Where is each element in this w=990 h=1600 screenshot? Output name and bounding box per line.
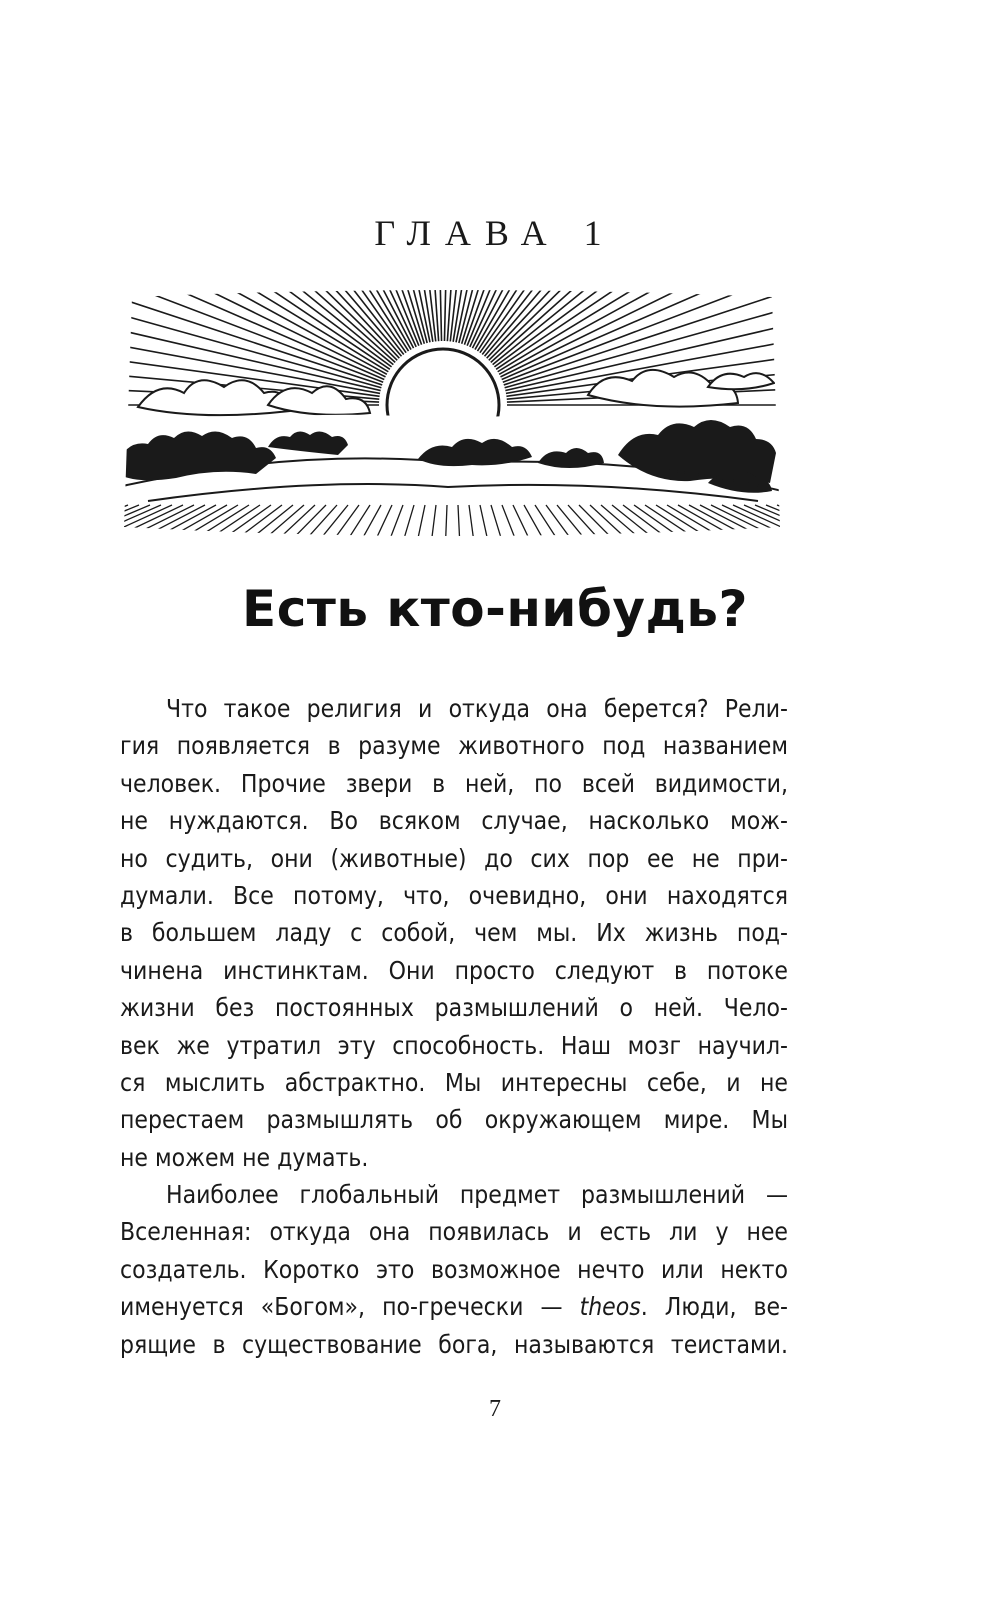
text-line: человек. Прочие звери в ней, по всей видимости,	[120, 768, 788, 798]
text-line: перестаем размышлять об окружающем мире. Мы	[120, 1105, 788, 1135]
paragraph-2	[120, 1176, 788, 1363]
text-line: в большем ладу с собой, чем мы. Их жизнь под-	[120, 918, 788, 948]
chapter-label: ГЛАВА 1	[374, 213, 616, 253]
text-line-with-italic	[120, 1288, 788, 1325]
text-line: жизни без постоянных размышлений о ней. Чело-	[120, 993, 788, 1023]
text-fragment: . Люди, ве-	[640, 1292, 789, 1322]
text-line: не можем не думать.	[120, 1142, 369, 1172]
text-fragment: именуется «Богом», по-гречески —	[120, 1292, 580, 1322]
text-line: век же утратил эту способность. Наш мозг научил-	[120, 1030, 788, 1060]
sunrise-landscape-icon	[118, 287, 786, 537]
text-line: но судить, они (животные) до сих пор ее не при-	[120, 843, 788, 873]
sun-ray	[118, 287, 383, 382]
text-line: рящие в существование бога, называются теистами.	[120, 1329, 788, 1359]
text-line: ся мыслить абстрактно. Мы интересны себе, и не	[120, 1067, 788, 1097]
text-line: не нуждаются. Во всяком случае, насколько мож-	[120, 806, 788, 836]
text-line: Наиболее глобальный предмет размышлений —	[166, 1180, 788, 1210]
paragraph-1	[120, 690, 788, 1176]
text-line: гия появляется в разуме животного под названием	[120, 731, 788, 761]
chapter-title: Есть кто-нибудь?	[242, 580, 748, 638]
page-number: 7	[489, 1396, 501, 1422]
text-line: думали. Все потому, что, очевидно, они находятся	[120, 880, 788, 910]
text-line: создатель. Коротко это возможное нечто или некто	[120, 1254, 788, 1284]
text-line: чинена инстинктам. Они просто следуют в потоке	[120, 955, 788, 985]
body-text	[120, 690, 788, 1363]
text-line: Что такое религия и откуда она берется? Рели-	[166, 694, 788, 723]
italic-word: theos	[579, 1292, 641, 1322]
text-line: Вселенная: откуда она появилась и есть ли у нее	[120, 1217, 788, 1247]
